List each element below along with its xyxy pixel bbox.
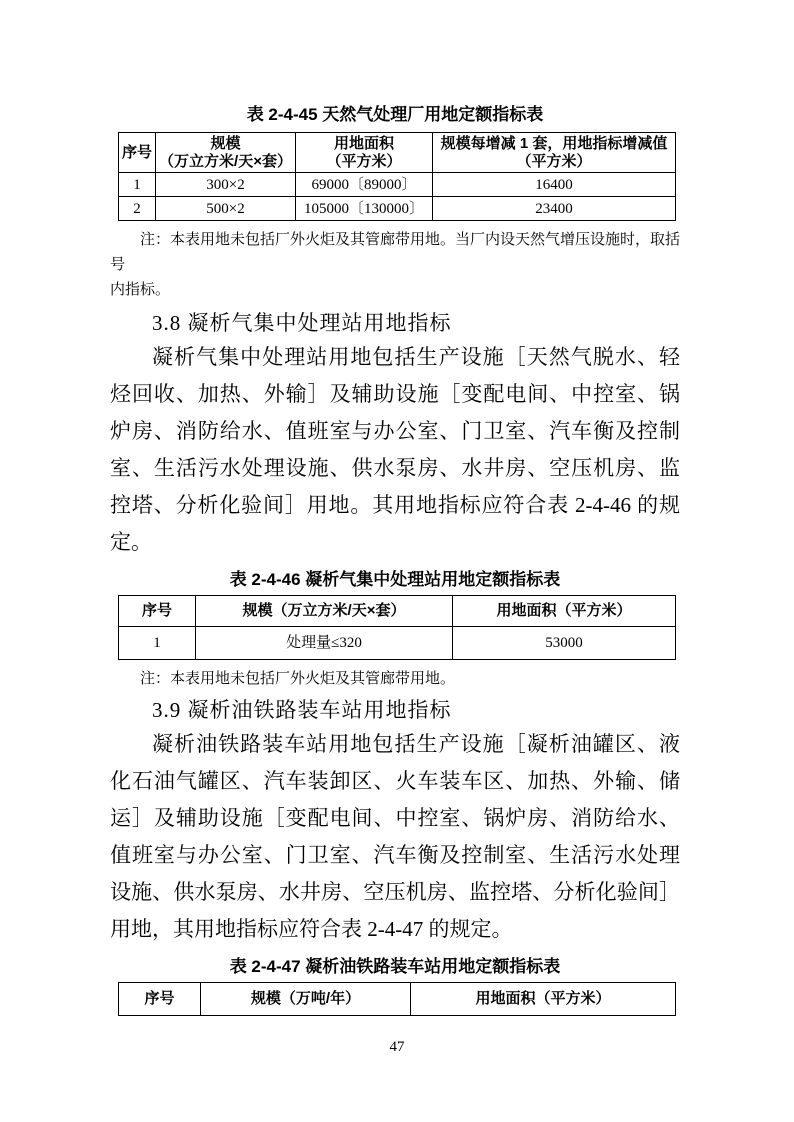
paragraph-line: 运］及辅助设施［变配电间、中控室、锅炉房、消防给水、: [110, 806, 680, 830]
note-line: 内指标。: [110, 282, 171, 298]
table-cell-seq: 1: [119, 173, 156, 197]
table-cell-increment: 16400: [433, 173, 676, 197]
page-number: 47: [389, 1039, 405, 1055]
paragraph-line: 用地，其用地指标应符合表 2-4-47 的规定。: [110, 917, 513, 941]
section-3-8-heading: 3.8 凝析气集中处理站用地指标: [152, 311, 452, 335]
col-header-land-area: 用地面积（平方米）: [453, 596, 676, 627]
paragraph-line: 凝析油铁路装车站用地包括生产设施［凝析油罐区、液: [152, 732, 680, 756]
paragraph-line: 烃回收、加热、外输］及辅助设施［变配电间、中控室、锅: [110, 382, 680, 406]
col-header-land-area: 用地面积（平方米）: [411, 983, 676, 1016]
col-header-seq: 序号: [119, 133, 156, 173]
table-2-4-46: [118, 595, 676, 660]
table-cell-seq: 2: [119, 197, 156, 221]
table-header-row: [119, 133, 676, 173]
col-header-scale: 规模 （万立方米/天×套）: [156, 133, 296, 173]
col-header-land-area: 用地面积 （平方米）: [296, 133, 433, 173]
section-3-8-paragraph: [110, 339, 680, 561]
table-header-row: [119, 596, 676, 627]
table-2-4-46-title: 表 2-4-46 凝析气集中处理站用地定额指标表: [229, 570, 561, 589]
table-cell-land-area: 69000〔89000〕: [296, 173, 433, 197]
col-header-seq: 序号: [119, 983, 201, 1016]
table-2-4-46-note: [110, 667, 680, 692]
col-header-increment: 规模每增减 1 套，用地指标增减值 （平方米）: [433, 133, 676, 173]
table-2-4-45-note: [110, 228, 680, 303]
paragraph-line: 化石油气罐区、汽车装卸区、火车装车区、加热、外输、储: [110, 769, 680, 793]
col-header-scale: 规模（万吨/年）: [201, 983, 411, 1016]
paragraph-line: 炉房、消防给水、值班室与办公室、门卫室、汽车衡及控制: [110, 419, 680, 443]
table-cell-increment: 23400: [433, 197, 676, 221]
table-2-4-45-title: 表 2-4-45 天然气处理厂用地定额指标表: [246, 105, 544, 124]
paragraph-line: 定。: [110, 530, 152, 554]
table-cell-land-area: 105000〔130000〕: [296, 197, 433, 221]
table-row: [119, 197, 676, 221]
table-cell-scale: 300×2: [156, 173, 296, 197]
col-header-seq: 序号: [119, 596, 196, 627]
table-cell-scale: 处理量≤320: [196, 627, 453, 660]
table-cell-land-area: 53000: [453, 627, 676, 660]
table-row: [119, 627, 676, 660]
table-2-4-45: [118, 132, 676, 221]
paragraph-line: 控塔、分析化验间］用地。其用地指标应符合表 2-4-46 的规: [110, 493, 680, 517]
col-header-scale: 规模（万立方米/天×套）: [196, 596, 453, 627]
note-line: 注：本表用地未包括厂外火炬及其管廊带用地。: [140, 671, 456, 687]
table-2-4-47-title: 表 2-4-47 凝析油铁路装车站用地定额指标表: [229, 957, 561, 976]
paragraph-line: 室、生活污水处理设施、供水泵房、水井房、空压机房、监: [110, 456, 680, 480]
paragraph-line: 凝析气集中处理站用地包括生产设施［天然气脱水、轻: [152, 345, 680, 369]
table-cell-seq: 1: [119, 627, 196, 660]
page-content: [110, 104, 680, 1016]
table-cell-scale: 500×2: [156, 197, 296, 221]
table-row: [119, 173, 676, 197]
paragraph-line: 值班室与办公室、门卫室、汽车衡及控制室、生活污水处理: [110, 843, 680, 867]
section-3-9-paragraph: [110, 726, 680, 948]
section-3-9-heading: 3.9 凝析油铁路装车站用地指标: [152, 698, 452, 722]
note-line: 注：本表用地未包括厂外火炬及其管廊带用地。当厂内设天然气增压设施时，取括号: [110, 232, 681, 273]
paragraph-line: 设施、供水泵房、水井房、空压机房、监控塔、分析化验间］: [110, 880, 680, 904]
table-2-4-47: [118, 982, 676, 1016]
table-header-row: [119, 983, 676, 1016]
